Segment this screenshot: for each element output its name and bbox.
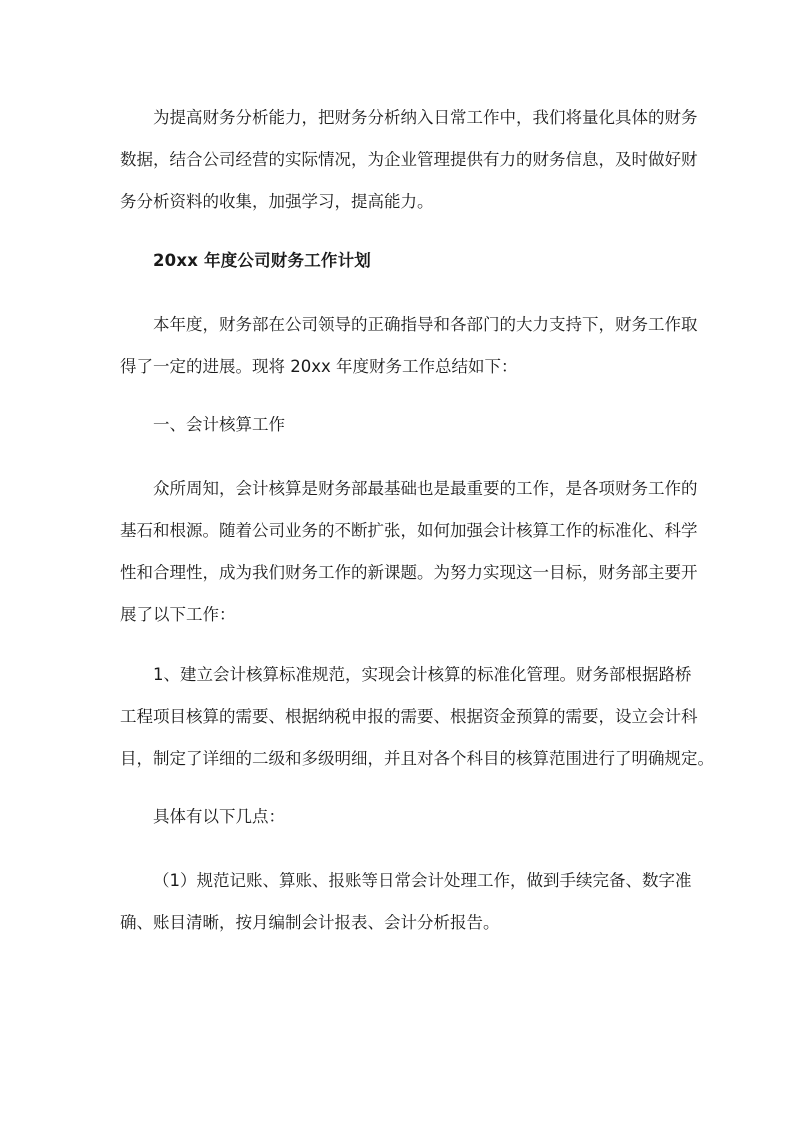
paragraph-line: 目，制定了详细的二级和多级明细，并且对各个科目的核算范围进行了明确规定。	[120, 749, 714, 768]
paragraph-points-intro	[120, 796, 680, 838]
paragraph-line: 得了一定的进展。现将 20xx 年度财务工作总结如下：	[120, 357, 518, 376]
heading-text: 20xx 年度公司财务工作计划	[153, 251, 371, 270]
section-title-text: 一、会计核算工作	[153, 415, 285, 434]
paragraph-line: 确、账目清晰，按月编制会计报表、会计分析报告。	[120, 913, 500, 932]
paragraph-point-1	[120, 860, 692, 944]
section-title	[120, 404, 680, 446]
paragraph-line: 1、建立会计核算标准规范，实现会计核算的标准化管理。财务部根据路桥	[153, 665, 692, 684]
paragraph-financial-analysis	[120, 97, 698, 223]
paragraph-line: （1）规范记账、算账、报账等日常会计处理工作，做到手续完备、数字准	[153, 871, 692, 890]
paragraph-line: 本年度，财务部在公司领导的正确指导和各部门的大力支持下，财务工作取	[153, 315, 698, 334]
paragraph-line: 众所周知，会计核算是财务部最基础也是最重要的工作，是各项财务工作的	[153, 479, 698, 498]
paragraph-line: 数据，结合公司经营的实际情况，为企业管理提供有力的财务信息，及时做好财	[120, 150, 698, 169]
paragraph-line: 展了以下工作：	[120, 605, 236, 624]
paragraph-line: 为提高财务分析能力，把财务分析纳入日常工作中，我们将量化具体的财务	[153, 108, 698, 127]
paragraph-intro	[120, 304, 698, 388]
paragraph-accounting-core	[120, 468, 698, 636]
paragraph-line: 工程项目核算的需要、根据纳税申报的需要、根据资金预算的需要，设立会计科	[120, 707, 698, 726]
paragraph-standardization	[120, 654, 714, 780]
paragraph-line: 具体有以下几点：	[153, 807, 285, 826]
paragraph-line: 务分析资料的收集，加强学习，提高能力。	[120, 192, 434, 211]
document-heading	[120, 240, 680, 282]
paragraph-line: 基石和根源。随着公司业务的不断扩张，如何加强会计核算工作的标准化、科学	[120, 521, 698, 540]
paragraph-line: 性和合理性，成为我们财务工作的新课题。为努力实现这一目标，财务部主要开	[120, 563, 698, 582]
